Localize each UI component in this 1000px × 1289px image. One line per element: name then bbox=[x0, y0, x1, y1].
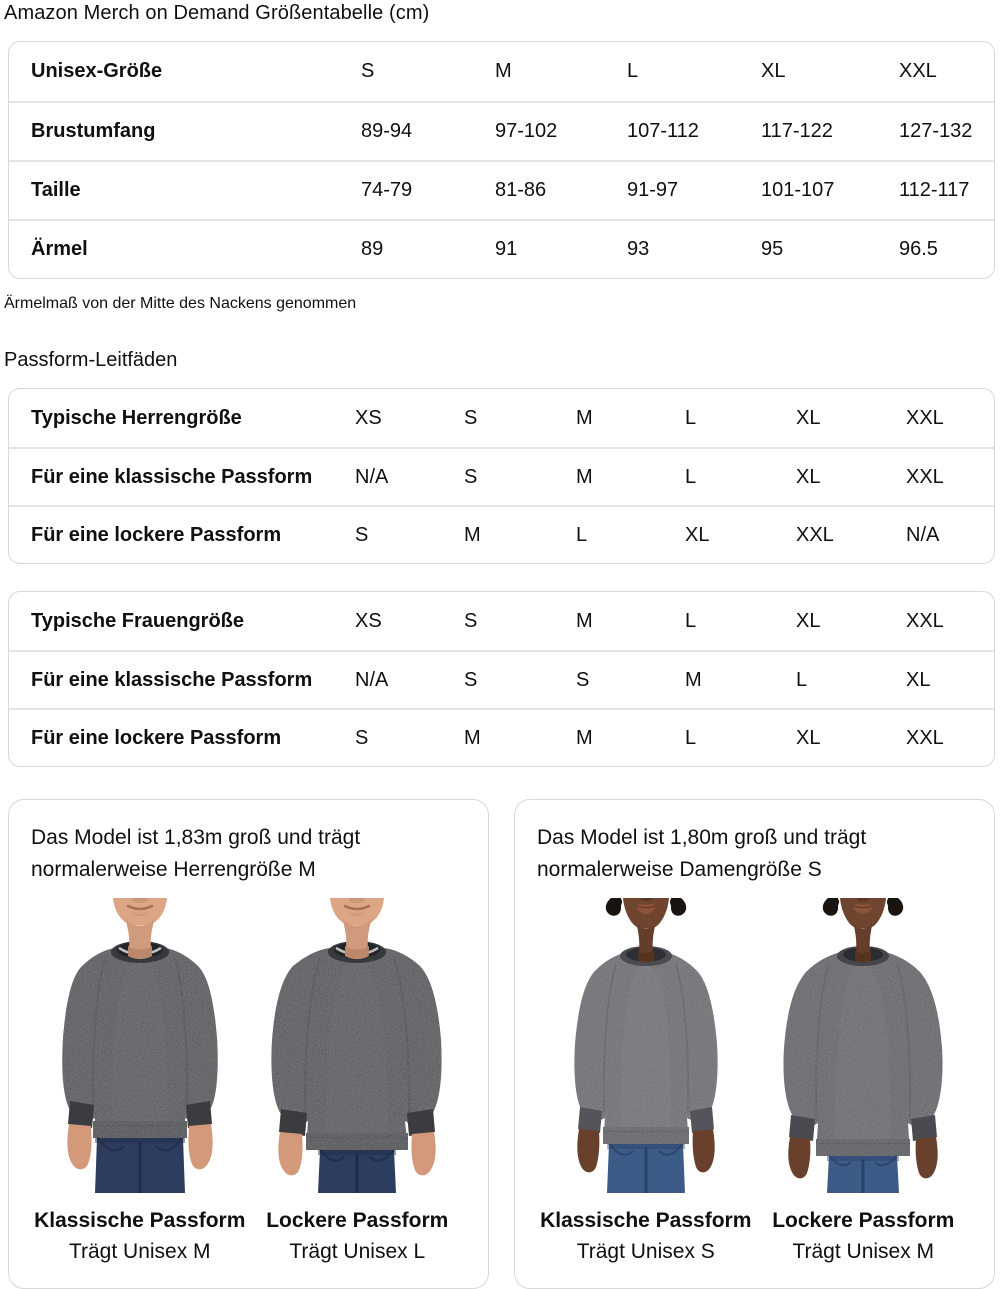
size-cell: 117-122 bbox=[761, 120, 833, 142]
size-cell: XS bbox=[355, 406, 382, 429]
model-description: Das Model ist 1,80m groß und trägt normalerweise Damengröße S bbox=[537, 826, 867, 881]
size-cell: L bbox=[685, 609, 697, 632]
size-cell: XXL bbox=[899, 60, 937, 82]
table-row bbox=[9, 389, 994, 447]
page-title: Amazon Merch on Demand Größentabelle (cm) bbox=[4, 2, 430, 24]
size-cell: L bbox=[627, 60, 639, 82]
unisex-size-table bbox=[8, 41, 995, 279]
size-cell: 91 bbox=[495, 238, 518, 260]
size-cell: M bbox=[576, 465, 593, 488]
size-cell: XXL bbox=[906, 609, 944, 632]
figure-womens-classic bbox=[537, 898, 755, 1264]
size-cell: N/A bbox=[906, 523, 940, 546]
size-cell: 112-117 bbox=[899, 179, 970, 201]
fit-label: Klassische Passform bbox=[540, 1209, 752, 1232]
womens-fit-table bbox=[8, 591, 995, 767]
table-row bbox=[9, 160, 994, 219]
size-label: Trägt Unisex M bbox=[68, 1240, 211, 1263]
size-cell: L bbox=[685, 465, 697, 488]
womens-classic-fit-photo bbox=[554, 898, 738, 1193]
womens-model-card bbox=[514, 799, 995, 1289]
size-cell: S bbox=[464, 609, 478, 632]
size-cell: S bbox=[464, 668, 478, 691]
table-row bbox=[9, 219, 994, 278]
model-figures bbox=[31, 898, 466, 1264]
fit-label: Klassische Passform bbox=[34, 1209, 246, 1232]
table-row bbox=[9, 447, 994, 505]
table-row bbox=[9, 708, 994, 766]
row-label: Typische Herrengröße bbox=[31, 406, 242, 429]
womens-loose-fit-photo bbox=[771, 898, 955, 1193]
size-cell: S bbox=[576, 668, 590, 691]
size-cell: 101-107 bbox=[761, 179, 835, 201]
size-cell: 97-102 bbox=[495, 120, 558, 142]
size-cell: S bbox=[464, 406, 478, 429]
row-label: Ärmel bbox=[31, 238, 88, 260]
size-cell: L bbox=[796, 668, 808, 691]
size-cell: 127-132 bbox=[899, 120, 973, 142]
size-cell: XL bbox=[906, 668, 931, 691]
fit-label: Lockere Passform bbox=[266, 1209, 449, 1232]
size-cell: M bbox=[576, 609, 593, 632]
model-figures bbox=[537, 898, 972, 1264]
size-cell: S bbox=[361, 60, 375, 82]
size-cell: XXL bbox=[906, 465, 944, 488]
size-cell: XL bbox=[796, 465, 821, 488]
model-description: Das Model ist 1,83m groß und trägt normalerweise Herrengröße M bbox=[31, 826, 361, 881]
size-cell: M bbox=[495, 60, 512, 82]
size-cell: XS bbox=[355, 609, 382, 632]
size-label: Trägt Unisex M bbox=[792, 1240, 935, 1263]
size-label: Trägt Unisex S bbox=[576, 1240, 715, 1263]
row-label: Typische Frauengröße bbox=[31, 609, 245, 632]
row-label: Unisex-Größe bbox=[31, 60, 163, 82]
size-cell: 89 bbox=[361, 238, 384, 260]
model-cards bbox=[8, 799, 995, 1289]
size-cell: S bbox=[355, 726, 369, 749]
size-cell: L bbox=[685, 726, 697, 749]
row-label: Taille bbox=[31, 179, 81, 201]
table-row bbox=[9, 42, 994, 101]
size-cell: M bbox=[685, 668, 702, 691]
mens-model-card bbox=[8, 799, 489, 1289]
size-cell: XXL bbox=[796, 523, 834, 546]
figure-mens-loose bbox=[249, 898, 467, 1264]
mens-fit-table bbox=[8, 388, 995, 564]
size-cell: L bbox=[576, 523, 588, 546]
table-row bbox=[9, 592, 994, 650]
size-cell: XL bbox=[796, 726, 821, 749]
table-row bbox=[9, 650, 994, 708]
mens-classic-fit-photo bbox=[48, 898, 232, 1193]
size-cell: 81-86 bbox=[495, 179, 547, 201]
size-cell: N/A bbox=[355, 668, 389, 691]
size-cell: XXL bbox=[906, 726, 944, 749]
size-cell: XXL bbox=[906, 406, 944, 429]
row-label: Für eine klassische Passform bbox=[31, 465, 313, 488]
size-cell: 96.5 bbox=[899, 238, 938, 260]
size-cell: M bbox=[576, 406, 593, 429]
size-cell: XL bbox=[761, 60, 786, 82]
row-label: Brustumfang bbox=[31, 120, 156, 142]
size-cell: XL bbox=[685, 523, 710, 546]
size-cell: S bbox=[355, 523, 369, 546]
figure-womens-loose bbox=[755, 898, 973, 1264]
mens-loose-fit-photo bbox=[265, 898, 449, 1193]
size-cell: L bbox=[685, 406, 697, 429]
size-cell: M bbox=[464, 726, 481, 749]
size-cell: M bbox=[464, 523, 481, 546]
size-cell: 91-97 bbox=[627, 179, 679, 201]
size-cell: XL bbox=[796, 406, 821, 429]
size-cell: XL bbox=[796, 609, 821, 632]
size-cell: 95 bbox=[761, 238, 784, 260]
size-cell: 89-94 bbox=[361, 120, 413, 142]
row-label: Für eine klassische Passform bbox=[31, 668, 313, 691]
size-cell: S bbox=[464, 465, 478, 488]
size-cell: N/A bbox=[355, 465, 389, 488]
size-label: Trägt Unisex L bbox=[289, 1240, 426, 1263]
figure-mens-classic bbox=[31, 898, 249, 1264]
size-cell: 107-112 bbox=[627, 120, 699, 142]
sleeve-measure-note: Ärmelmaß von der Mitte des Nackens genommen bbox=[4, 295, 357, 312]
table-row bbox=[9, 101, 994, 160]
size-cell: 74-79 bbox=[361, 179, 413, 201]
fit-label: Lockere Passform bbox=[772, 1209, 955, 1232]
fit-guides-heading: Passform-Leitfäden bbox=[4, 349, 178, 371]
row-label: Für eine lockere Passform bbox=[31, 726, 282, 749]
size-cell: 93 bbox=[627, 238, 650, 260]
table-row bbox=[9, 505, 994, 563]
row-label: Für eine lockere Passform bbox=[31, 523, 282, 546]
size-cell: M bbox=[576, 726, 593, 749]
